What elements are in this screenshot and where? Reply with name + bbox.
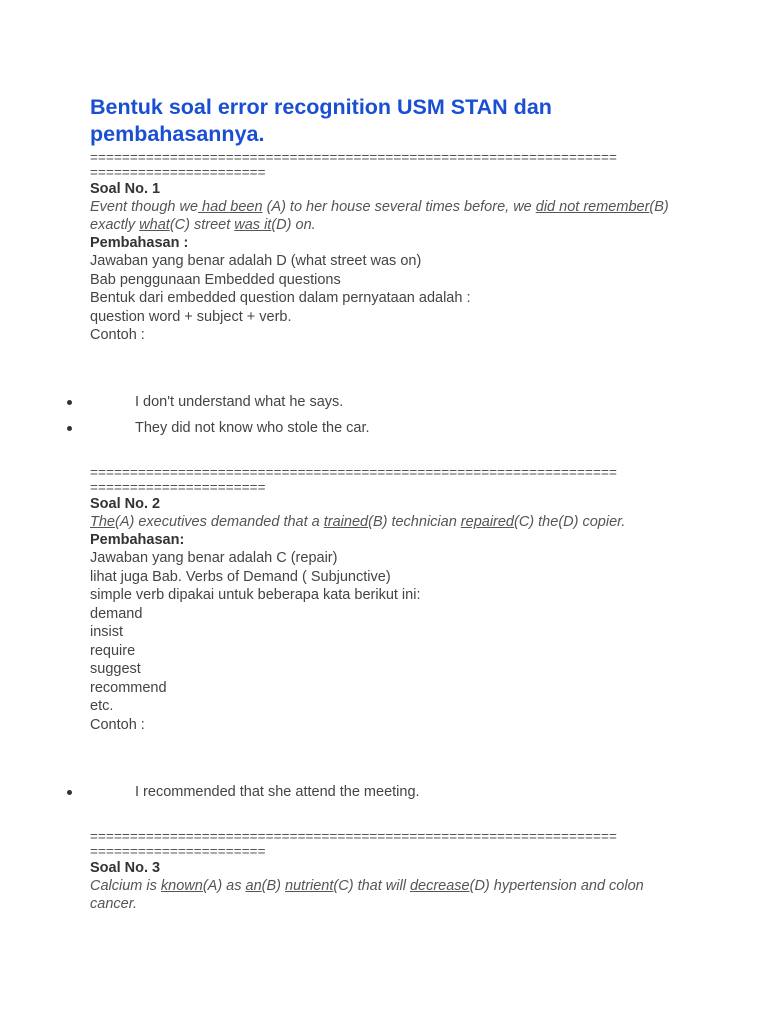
q-option-c: repaired bbox=[460, 514, 514, 530]
q-text: (B) bbox=[261, 878, 286, 894]
q-text: (B) technician bbox=[368, 514, 461, 530]
q-option-d: was it bbox=[234, 217, 272, 233]
soal-3-block bbox=[90, 829, 690, 913]
list-item-text: I don't understand what he says. bbox=[135, 394, 344, 410]
separator-line: ================================================================== bbox=[90, 829, 617, 844]
text-line: Contoh : bbox=[90, 716, 145, 733]
pembahasan-label: Pembahasan: bbox=[90, 532, 185, 548]
q-option-d: decrease bbox=[409, 878, 470, 894]
text-line: Bentuk dari embedded question dalam pernyataan adalah : bbox=[90, 290, 471, 306]
q-text: (C) the(D) copier. bbox=[514, 514, 626, 530]
soal-1-heading: Soal No. 1 bbox=[90, 181, 161, 197]
separator-line: ================================================================== bbox=[90, 150, 617, 165]
q-option-b: trained bbox=[323, 514, 369, 530]
text-line: Jawaban yang benar adalah D (what street was on) bbox=[90, 253, 422, 269]
q-text: (C) that will bbox=[333, 878, 410, 894]
bullet-icon bbox=[67, 426, 72, 431]
q-text: (C) street bbox=[169, 217, 235, 233]
text-line: insist bbox=[90, 624, 124, 640]
soal-1-question bbox=[90, 198, 690, 234]
soal-3-question bbox=[90, 877, 690, 913]
text-line: simple verb dipakai untuk beberapa kata berikut ini: bbox=[90, 587, 421, 603]
text-line: suggest bbox=[90, 661, 141, 677]
q-text: (A) executives demanded that a bbox=[115, 514, 324, 530]
list-item-text: They did not know who stole the car. bbox=[135, 420, 370, 436]
q-option-c: what bbox=[139, 217, 170, 233]
q-text: (D) hypertension and colon cancer. bbox=[90, 878, 644, 912]
text-line: Contoh : bbox=[90, 327, 145, 343]
q-option-a: had been bbox=[198, 199, 263, 215]
q-option-b: did not remember bbox=[535, 199, 650, 215]
q-option-a: The bbox=[90, 514, 115, 530]
pembahasan-label: Pembahasan : bbox=[90, 235, 189, 251]
separator-line: ================================================================== bbox=[90, 465, 617, 480]
q-text: (A) as bbox=[202, 878, 246, 894]
q-text: Event though we bbox=[90, 199, 199, 215]
soal-3-heading: Soal No. 3 bbox=[90, 860, 161, 876]
q-option-b: an bbox=[245, 878, 262, 894]
list-item-text: I recommended that she attend the meeting. bbox=[135, 784, 420, 800]
text-line: question word + subject + verb. bbox=[90, 308, 292, 325]
text-line: etc. bbox=[90, 698, 114, 714]
q-text: (B) exactly bbox=[90, 199, 669, 233]
text-line: Jawaban yang benar adalah C (repair) bbox=[90, 550, 338, 566]
q-option-c: nutrient bbox=[285, 878, 334, 894]
text-line: recommend bbox=[90, 679, 167, 696]
separator-line: ====================== bbox=[90, 844, 266, 859]
article bbox=[90, 94, 690, 345]
text-line: require bbox=[90, 642, 136, 659]
bullet-icon bbox=[67, 400, 72, 405]
text-line: Bab penggunaan Embedded questions bbox=[90, 271, 341, 288]
q-option-a: known bbox=[160, 878, 203, 894]
soal-2-block bbox=[90, 465, 690, 734]
separator-line: ====================== bbox=[90, 480, 266, 495]
page-title: Bentuk soal error recognition USM STAN dan pembahasannya. bbox=[90, 95, 552, 146]
separator-line: ====================== bbox=[90, 165, 266, 180]
soal-2-question bbox=[90, 513, 690, 531]
q-text: Calcium is bbox=[90, 878, 161, 894]
soal-2-heading: Soal No. 2 bbox=[90, 496, 161, 512]
text-line: demand bbox=[90, 605, 143, 622]
text-line: lihat juga Bab. Verbs of Demand ( Subjunctive) bbox=[90, 568, 391, 585]
q-text: (D) on. bbox=[271, 217, 316, 233]
q-text: (A) to her house several times before, we bbox=[262, 199, 536, 215]
bullet-icon bbox=[67, 790, 72, 795]
